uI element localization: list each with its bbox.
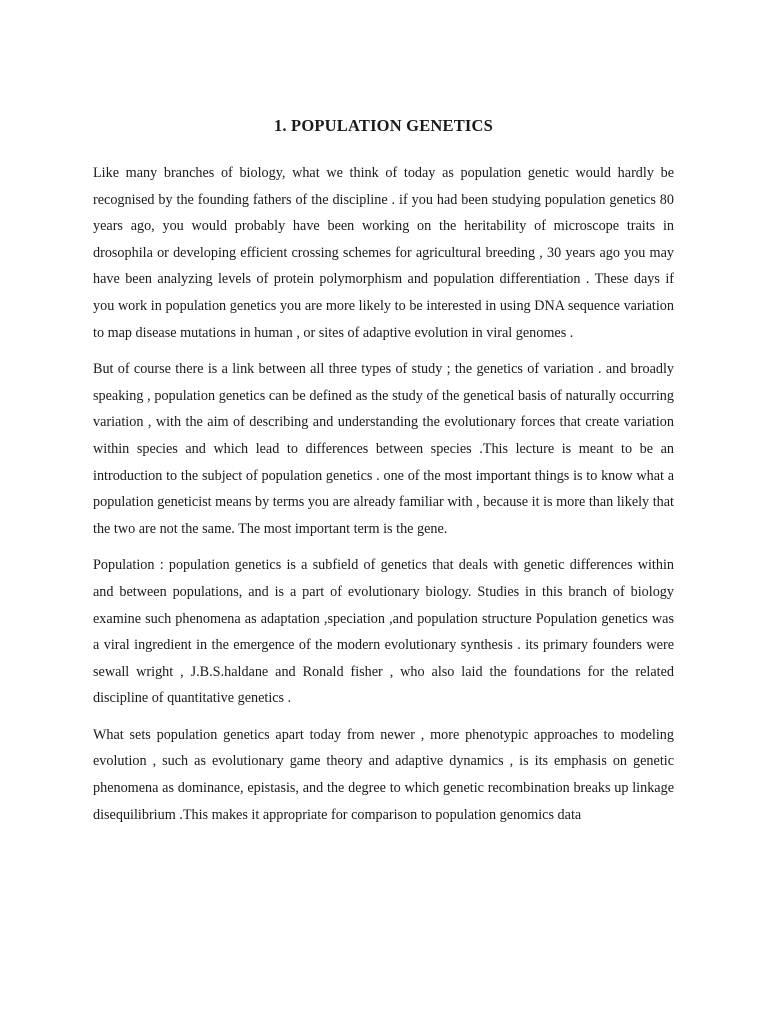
paragraph-link-between-studies: But of course there is a link between all three types of study ; the genetics of variation . and broadly speaking , population genetics can be defined as the study of the genetical basis of naturally occurring variation , with the aim of describing and understanding the evolutionary forces that create variation within species and which lead to differences between species .This lecture is meant to be an introduction to the subject of population genetics . one of the most important things is to know what a population geneticist means by terms you are already familiar with , because it is more than likely that the two are not the same. The most important term is the gene.: [93, 361, 674, 537]
paragraph-what-sets-apart: What sets population genetics apart today from newer , more phenotypic approaches to modeling evolution , such as evolutionary game theory and adaptive dynamics , is its emphasis on genetic phenomena as dominance, epistasis, and the degree to which genetic recombination breaks up linkage disequilibrium .This makes it appropriate for comparison to population genomics data: [93, 726, 674, 823]
paragraph-population: Population : population genetics is a subfield of genetics that deals with genetic differences within and between populations, and is a part of evolutionary biology. Studies in this branch of biology examine such phenomena as adaptation ,speciation ,and population structure Population genetics was a viral ingredient in the emergence of the modern evolutionary synthesis . its primary founders were sewall wright , J.B.S.haldane and Ronald fisher , who also laid the foundations for the related discipline of quantitative genetics .: [93, 557, 674, 707]
paragraph-intro: Like many branches of biology, what we think of today as population genetic would hardly be recognised by the founding fathers of the discipline . if you had been studying population genetics 80 years ago, you would probably have been working on the heritability of microscope traits in drosophila or developing efficient crossing schemes for agricultural breeding , 30 years ago you may have been analyzing levels of protein polymorphism and population differentiation . These days if you work in population genetics you are more likely to be interested in using DNA sequence variation to map disease mutations in human , or sites of adaptive evolution in viral genomes .: [93, 165, 674, 341]
page-title: 1. POPULATION GENETICS: [273, 116, 494, 135]
